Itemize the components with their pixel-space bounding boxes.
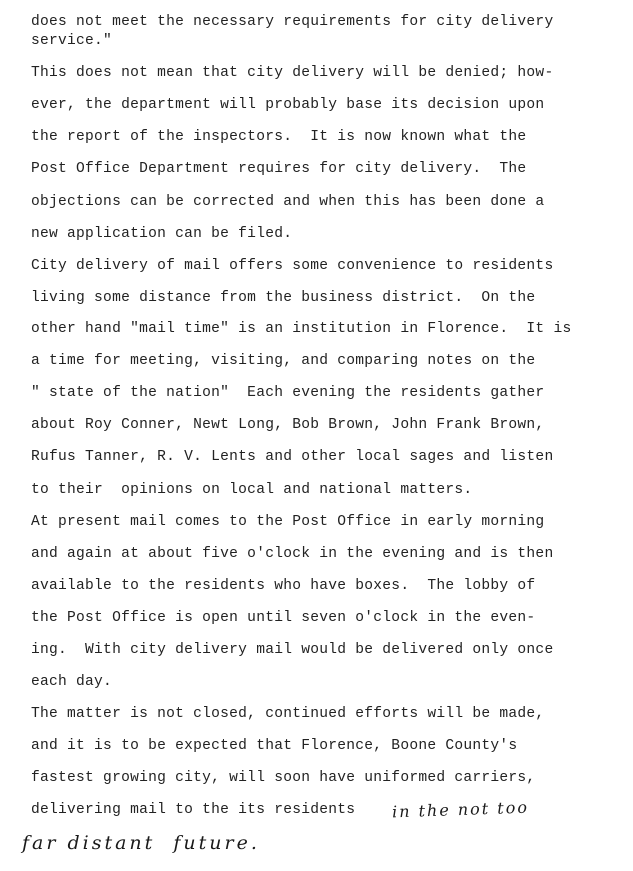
- text-line: and again at about five o'clock in the evening and is then: [31, 546, 554, 562]
- text-line: service.": [31, 33, 113, 49]
- text-line: City delivery of mail offers some convenience to residents: [31, 258, 554, 274]
- text-line: Rufus Tanner, R. V. Lents and other local sages and listen: [31, 449, 554, 465]
- text-line: delivering mail to the its residents: [31, 802, 356, 818]
- text-line: ing. With city delivery mail would be delivered only once: [31, 642, 554, 658]
- text-line: and it is to be expected that Florence, Boone County's: [31, 738, 518, 754]
- text-line: about Roy Conner, Newt Long, Bob Brown, John Frank Brown,: [31, 417, 545, 433]
- text-line: Post Office Department requires for city delivery. The: [31, 161, 527, 177]
- text-line: the Post Office is open until seven o'clock in the even-: [31, 610, 536, 626]
- text-line: This does not mean that city delivery will be denied; how-: [31, 65, 554, 81]
- text-line: a time for meeting, visiting, and comparing notes on the: [31, 353, 536, 369]
- text-line: new application can be filed.: [31, 226, 293, 242]
- text-line: ever, the department will probably base its decision upon: [31, 97, 545, 113]
- text-line: objections can be corrected and when this has been done a: [31, 194, 545, 210]
- text-line: each day.: [31, 674, 113, 690]
- text-line: does not meet the necessary requirements for city delivery: [31, 14, 554, 30]
- text-line: The matter is not closed, continued efforts will be made,: [31, 706, 545, 722]
- text-line: the report of the inspectors. It is now known what the: [31, 129, 527, 145]
- handwritten-annotation: in the not too: [391, 797, 530, 822]
- text-line: living some distance from the business district. On the: [31, 290, 536, 306]
- text-line: available to the residents who have boxes. The lobby of: [31, 578, 536, 594]
- handwritten-annotation: far distant future.: [22, 832, 260, 854]
- text-line: At present mail comes to the Post Office in early morning: [31, 514, 545, 530]
- text-line: to their opinions on local and national matters.: [31, 482, 473, 498]
- text-line: other hand "mail time" is an institution in Florence. It is: [31, 321, 572, 337]
- text-line: fastest growing city, will soon have uniformed carriers,: [31, 770, 536, 786]
- text-line: " state of the nation" Each evening the residents gather: [31, 385, 545, 401]
